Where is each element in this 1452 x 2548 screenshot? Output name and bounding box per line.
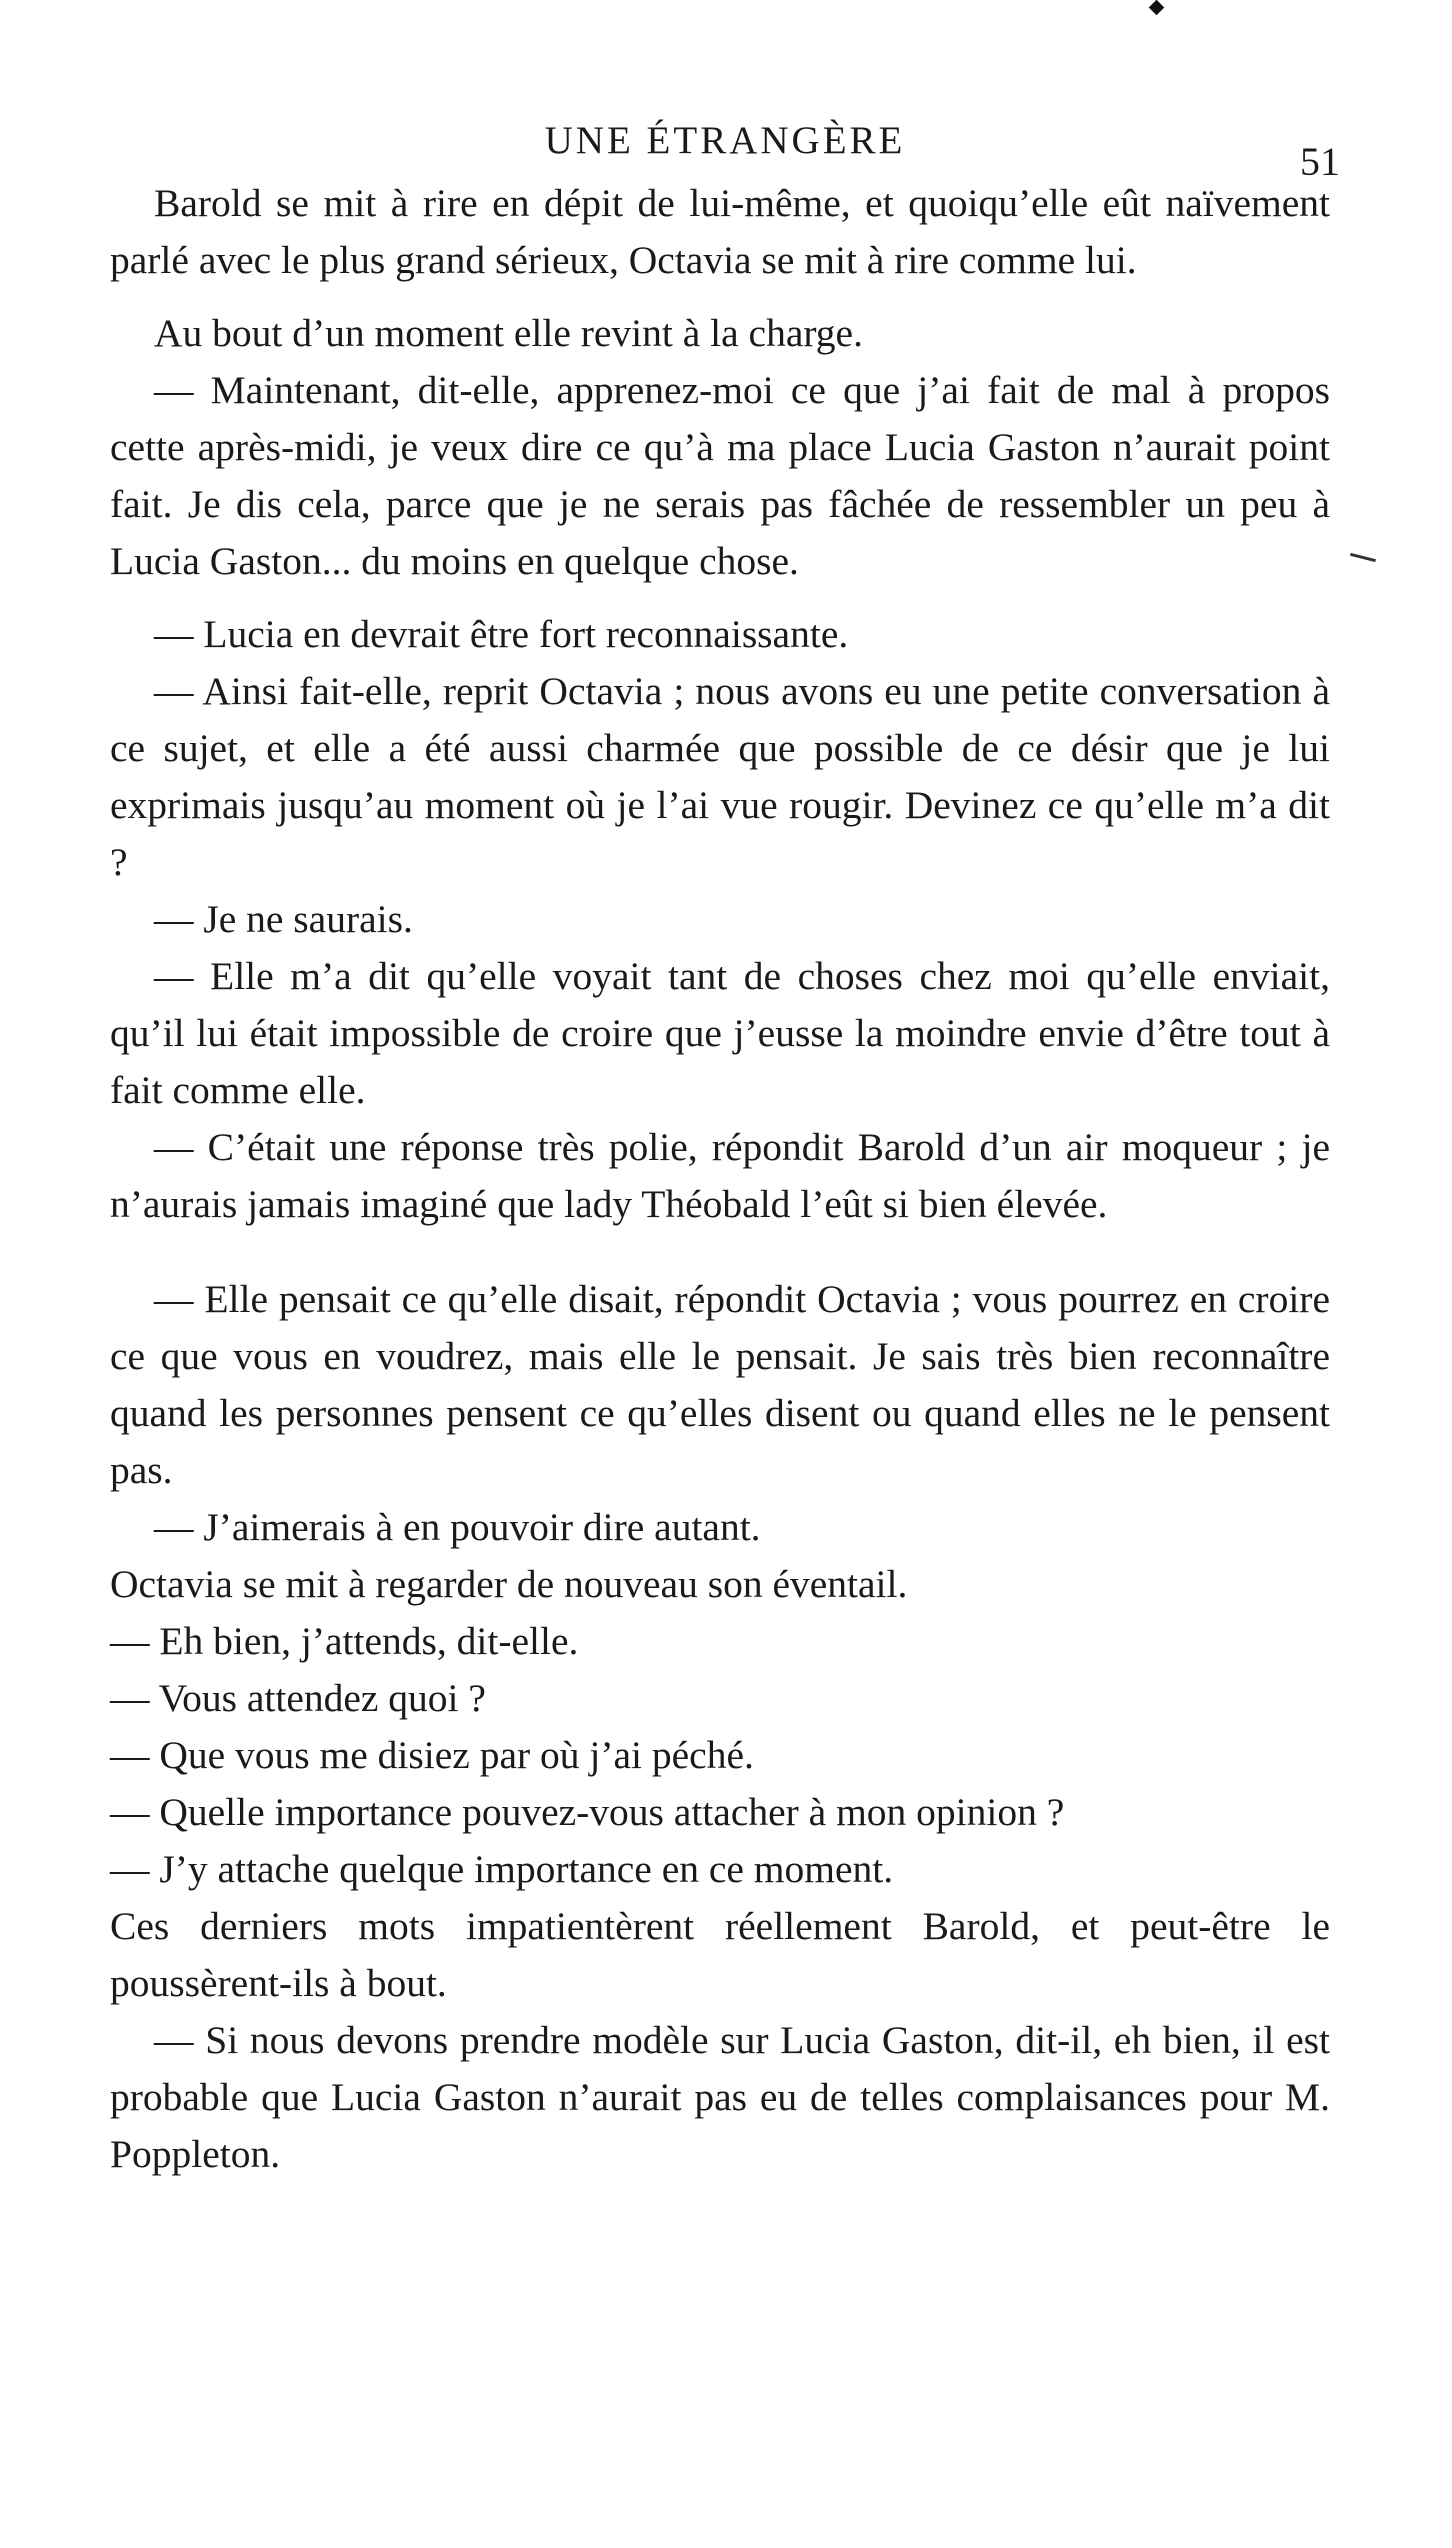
- paragraph: — J’y attache quelque importance en ce moment.: [110, 1847, 894, 1891]
- paragraph: Ces derniers mots impatientèrent réellement Barold, et peut-être le poussèrent-ils à bout.: [110, 1904, 1330, 2005]
- paragraph: Barold se mit à rire en dépit de lui-même, et quoiqu’elle eût naïvement parlé avec le plus grand sérieux, Octavia se mit à rire comme lui.: [110, 181, 1330, 282]
- running-title: UNE ÉTRANGÈRE: [544, 119, 906, 162]
- paragraph: — Si nous devons prendre modèle sur Lucia Gaston, dit-il, eh bien, il est probable que Lucia Gaston n’aurait pas eu de telles complaisances pour M. Poppleton.: [110, 2018, 1330, 2176]
- paragraph: — Elle pensait ce qu’elle disait, répondit Octavia ; vous pourrez en croire ce que vous en voudrez, mais elle le pensait. Je sais très bien reconnaître quand les personnes pensent ce qu’elles disent ou quand elles ne le pensent pas.: [110, 1277, 1330, 1492]
- paragraph: — Que vous me disiez par où j’ai péché.: [110, 1733, 754, 1777]
- paragraph: — Eh bien, j’attends, dit-elle.: [110, 1619, 579, 1663]
- body-text: [110, 175, 1330, 2183]
- ink-dot-mark: [1149, 0, 1165, 15]
- paragraph: — Ainsi fait-elle, reprit Octavia ; nous avons eu une petite conversation à ce sujet, et elle a été aussi charmée que possible de ce désir que je lui exprimais jusqu’au moment où je l’ai vue rougir. Devinez ce qu’elle m’a dit ?: [110, 669, 1330, 884]
- paragraph: — Vous attendez quoi ?: [110, 1676, 486, 1720]
- paragraph: — Maintenant, dit-elle, apprenez-moi ce que j’ai fait de mal à propos cette après-midi, je veux dire ce qu’à ma place Lucia Gaston n’aurait point fait. Je dis cela, parce que je ne serais pas fâchée de ressembler un peu à Lucia Gaston... du moins en quelque chose.: [110, 368, 1330, 583]
- page-number: 51: [1300, 139, 1340, 184]
- page-header: [110, 118, 1340, 184]
- margin-dash-mark: [1350, 553, 1376, 562]
- paragraph: — Elle m’a dit qu’elle voyait tant de choses chez moi qu’elle enviait, qu’il lui était impossible de croire que j’eusse la moindre envie d’être tout à fait comme elle.: [110, 954, 1330, 1112]
- paragraph: — Je ne saurais.: [154, 897, 413, 941]
- paragraph: — C’était une réponse très polie, répondit Barold d’un air moqueur ; je n’aurais jamais imaginé que lady Théobald l’eût si bien élevée.: [110, 1125, 1330, 1226]
- paragraph: — Lucia en devrait être fort reconnaissante.: [154, 612, 849, 656]
- paragraph: — Quelle importance pouvez-vous attacher à mon opinion ?: [110, 1790, 1065, 1834]
- paragraph: Octavia se mit à regarder de nouveau son éventail.: [110, 1562, 908, 1606]
- paragraph: — J’aimerais à en pouvoir dire autant.: [154, 1505, 761, 1549]
- paragraph: Au bout d’un moment elle revint à la charge.: [154, 311, 863, 355]
